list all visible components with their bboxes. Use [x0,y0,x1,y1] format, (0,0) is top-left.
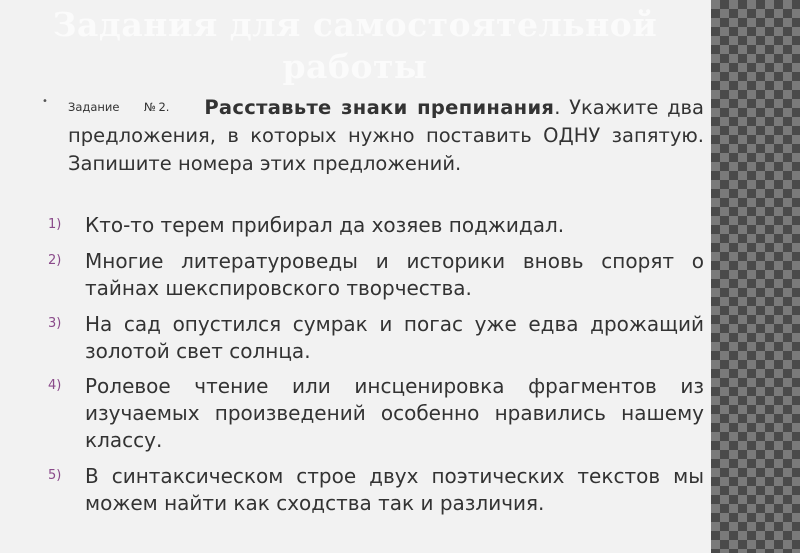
decorative-pattern [711,0,800,553]
task-label: Задание [68,100,120,114]
list-item-number: 1) [48,217,62,232]
slide-title: Задания для самостоятельной работы [52,5,658,86]
list-item-number: 4) [48,378,62,393]
task-instruction: Расставьте знаки препинания [204,96,555,119]
list-item-text: Ролевое чтение или инсценировка фрагментов из изучаемых произведений особенно нравились нашему классу. [85,374,704,452]
task-paragraph [68,93,704,178]
task-details: . Укажите два предложения, в которых нужно поставить ОДНУ запятую. Запишите номера этих предложений. [68,96,704,175]
list-item-text: В синтаксическом строе двух поэтических текстов мы можем найти как сходства так и различия. [85,464,704,515]
task-number: №2. [141,100,170,114]
list-item-number: 3) [48,316,62,331]
list-item-number: 2) [48,253,62,268]
list-item-number: 5) [48,468,62,483]
list-item-text: Кто-то терем прибирал да хозяев поджидал. [85,213,565,237]
bullet-dot-icon: • [42,96,48,107]
list-item-text: Многие литературоведы и историки вновь спорят о тайнах шекспировского творчества. [85,249,704,300]
list-item-text: На сад опустился сумрак и погас уже едва дрожащий золотой свет солнца. [85,312,704,363]
